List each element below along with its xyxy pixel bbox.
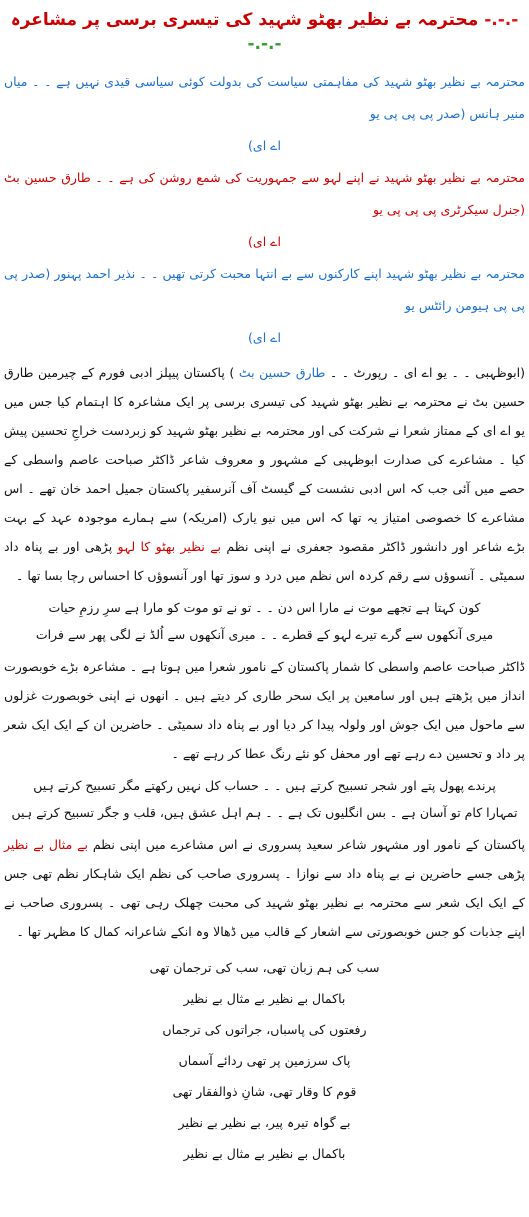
article-title <box>4 8 525 56</box>
quote-2-line2: اے ای) <box>248 234 281 249</box>
verse-line: پرندے پھول پتے اور شجر تسبیح کرتے ہیں ۔ ۔ حساب کل نہیں رکھتے مگر تسبیح کرتے ہیں <box>33 778 496 793</box>
poem-line: بے گواہ تیرہ پیر، بے نظیر بے نظیر <box>178 1115 351 1130</box>
poem-line: رفعتوں کی پاسباں، جراتوں کی ترجماں <box>162 1022 367 1037</box>
quote-3-line1: محترمہ بے نظیر بھٹو شہید اپنے کارکنوں سے بے انتہا محبت کرتی تھیں ۔ ۔ نذیر احمد پہنور (صدر پی پی پی ہیومن رائٹس یو <box>4 266 525 313</box>
poem-line: قوم کا وقار تھی، شانِ ذوالفقار تھی <box>172 1084 357 1099</box>
verse-line: تمہارا کام تو آسان ہے ۔ بس انگلیوں تک ہے ۔ ۔ ہم اہل عشق ہیں، قلب و جگر تسبیح کرتے ہیں <box>11 805 518 820</box>
title-dots-left: -.-.- <box>247 34 282 54</box>
report-part3: پڑھی اور بے پناہ داد سمیٹی ۔ آنسوؤں سے رقم کردہ اس نظم میں درد و سوز تھا اور آنسوؤں کا احساس رچا بسا تھا ۔ <box>4 539 525 583</box>
quote-1 <box>4 66 525 162</box>
quote-2-line1: محترمہ بے نظیر بھٹو شہید نے اپنے لہو سے جمہوریت کی شمع روشن کی ہے ۔ ۔ طارق حسین بٹ (جنرل سیکرٹری پی پی پی یو <box>4 170 525 217</box>
para3-part2: پڑھی جسے حاضرین نے بے پناہ داد سے نوازا ۔ پسروری صاحب کی نظم ایک شاہکار نظم تھی جس کے ایک ایک شعر سے محترمہ بے نظیر بھٹو شہید کی محبت چھلک رہی تھی ۔ پسروری صاحب نے اپنے جذبات کو جس خوبصورتی سے اشعار کے قالب میں ڈھالا وہ انکے شاعرانہ کمال کا مظہر تھا ۔ <box>4 866 525 939</box>
quote-1-line1: محترمہ بے نظیر بھٹو شہید کی مفاہمتی سیاست کی بدولت کوئی سیاسی قیدی نہیں ہے ۔ ۔ میاں منیر ہانس (صدر پی پی پی یو <box>4 74 525 121</box>
poem-title-1: بے نظیر بھٹو کا لہو <box>117 539 222 554</box>
poem-line: سب کی ہم زبان تھی، سب کی ترجمان تھی <box>149 960 380 975</box>
title-dots-right: -.-.- <box>484 10 519 30</box>
poem-line: باکمال بے نظیر بے مثال بے نظیر <box>183 991 346 1006</box>
para3-part1: پاکستان کے نامور اور مشہور شاعر سعید پسروری نے اس مشاعرے میں اپنی نظم <box>92 837 525 852</box>
report-part2: ) پاکستان پیپلز ادبی فورم کے چیرمین طارق حسین بٹ نے محترمہ بے نظیر بھٹو شہید کی تیسری برسی پر ایک مشاعرہ کا اہتمام کیا جس میں یو اے ای کے ممتاز شعرا نے شرکت کی اور محترمہ بے نظیر بھٹو شہید کو زبردست خراجِ تحسین پیش کیا ۔ مشاعرے کی صدارت ابوظہبی کے مشہور و معروف شاعر ڈاکٹر صباحت عاصم واسطی کے حصے میں آئی جب کہ اس ادبی نشست کے گیسٹ آف آنرسفیر پاکستان جمیل احمد خان تھے ۔ اس مشاعرے کا خصوصی امتیاز یہ تھا کہ اس میں نیو یارک (امریکہ) سے ہمارے موجودہ عہد کے بہت بڑے شاعر اور دانشور ڈاکٹر مقصود جعفری نے اپنی نظم <box>4 365 526 554</box>
quote-1-line2: اے ای) <box>248 138 281 153</box>
article-page <box>0 8 529 1169</box>
paragraph-2: ڈاکٹر صباحت عاصم واسطی کا شمار پاکستان کے نامور شعرا میں ہوتا ہے ۔ مشاعرہ بڑے خوبصورت انداز میں پڑھتے ہیں اور سامعین پر ایک سحر طاری کر دیتے ہیں ۔ انھوں نے اپنی خوبصورت غزلوں سے ماحول میں ایک جوش اور ولولہ پیدا کر دیا اور بے پناہ داد سمیٹی ۔ حاضرین ان کے ایک ایک شعر پر داد و تحسین دے رہے تھے اور محفل کو نئے رنگ عطا کر رہے تھے ۔ <box>4 659 525 761</box>
poem-block <box>4 952 525 1169</box>
poem-title-2: بے مثال بے نظیر <box>4 837 88 852</box>
verse-line: کون کہتا ہے تجھے موت نے مارا اس دن ۔ ۔ تو نے تو موت کو مارا ہے سرِ رزمِ حیات <box>48 600 481 615</box>
verse-block-2 <box>4 772 525 826</box>
paragraph-3 <box>4 830 525 946</box>
quote-2 <box>4 162 525 258</box>
verse-block-1 <box>4 594 525 648</box>
quote-3-line2: اے ای) <box>248 330 281 345</box>
title-text: محترمہ بے نظیر بھٹو شہید کی تیسری برسی پر مشاعرہ <box>10 10 479 30</box>
poem-line: پاک سرزمین پر تھی ردائے آسماں <box>178 1053 351 1068</box>
report-part1: (ابوظہبی ۔ ۔ یو اے ای ۔ رپورٹ ۔ ۔ <box>329 365 525 380</box>
quote-3 <box>4 258 525 354</box>
reporter-name: طارق حسین بٹ <box>238 365 326 380</box>
report-paragraph <box>4 358 525 590</box>
poem-line: باکمال بے نظیر بے مثال بے نظیر <box>183 1146 346 1161</box>
verse-line: میری آنکھوں سے گرے تیرے لہو کے قطرے ۔ ۔ میری آنکھوں سے اُلڈ نے لگی پھر سے فرات <box>35 627 494 642</box>
